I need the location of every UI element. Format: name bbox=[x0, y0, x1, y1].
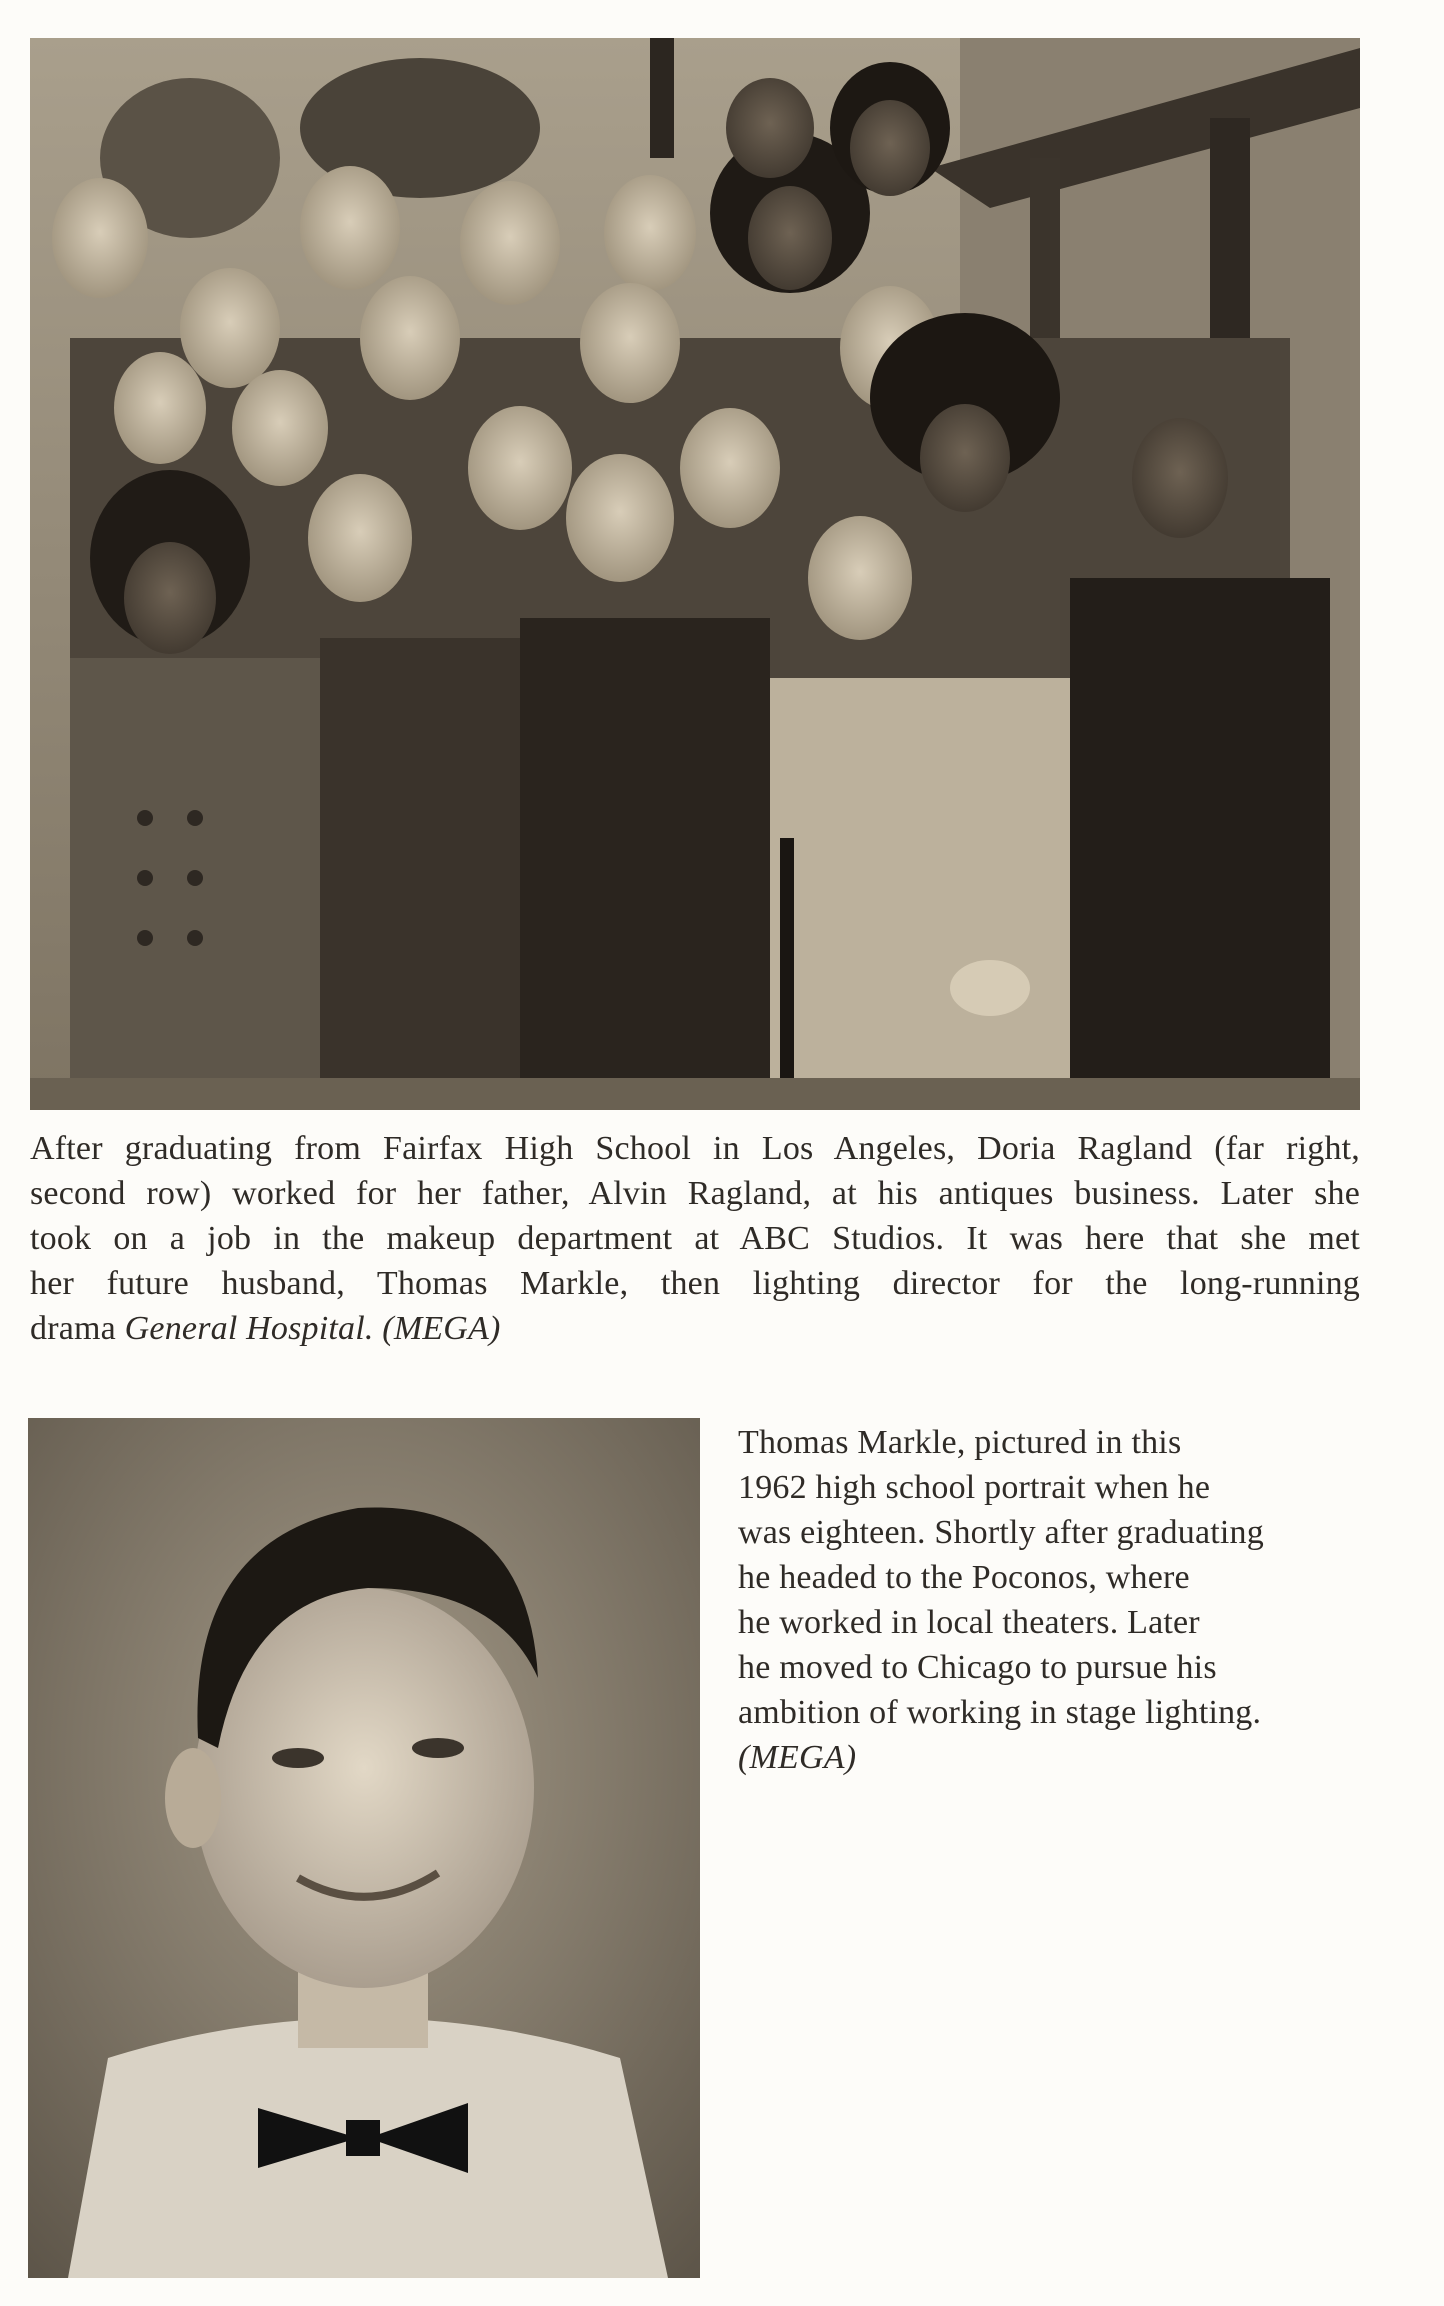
portrait-photo-image bbox=[28, 1418, 700, 2278]
caption-line: her future husband, Thomas Markle, then lighting director for the long-running bbox=[30, 1265, 1360, 1302]
caption-line: 1962 high school portrait when he bbox=[738, 1469, 1211, 1506]
caption-line: Thomas Markle, pictured in this bbox=[738, 1424, 1182, 1461]
caption-italic-credit: General Hospital. (MEGA) bbox=[124, 1310, 501, 1347]
caption-line: he moved to Chicago to pursue his bbox=[738, 1649, 1217, 1686]
caption-line: was eighteen. Shortly after graduating bbox=[738, 1514, 1264, 1551]
caption-line-last bbox=[30, 1306, 1360, 1351]
portrait-photo bbox=[28, 1418, 700, 2278]
group-photo-image bbox=[30, 38, 1360, 1110]
caption-prefix: drama bbox=[30, 1310, 125, 1347]
caption-line: he headed to the Poconos, where bbox=[738, 1559, 1190, 1596]
portrait-caption bbox=[738, 1420, 1338, 1780]
caption-line: took on a job in the makeup department at ABC Studios. It was here that she met bbox=[30, 1220, 1360, 1257]
group-photo-caption bbox=[30, 1126, 1360, 1351]
caption-line: he worked in local theaters. Later bbox=[738, 1604, 1200, 1641]
caption-line: ambition of working in stage lighting. bbox=[738, 1694, 1262, 1731]
caption-line: After graduating from Fairfax High School in Los Angeles, Doria Ragland (far right, bbox=[30, 1130, 1360, 1167]
caption-credit-text: (MEGA) bbox=[738, 1739, 857, 1776]
group-photo bbox=[30, 38, 1360, 1110]
caption-credit bbox=[738, 1735, 1338, 1780]
caption-line: second row) worked for her father, Alvin Ragland, at his antiques business. Later she bbox=[30, 1175, 1360, 1212]
